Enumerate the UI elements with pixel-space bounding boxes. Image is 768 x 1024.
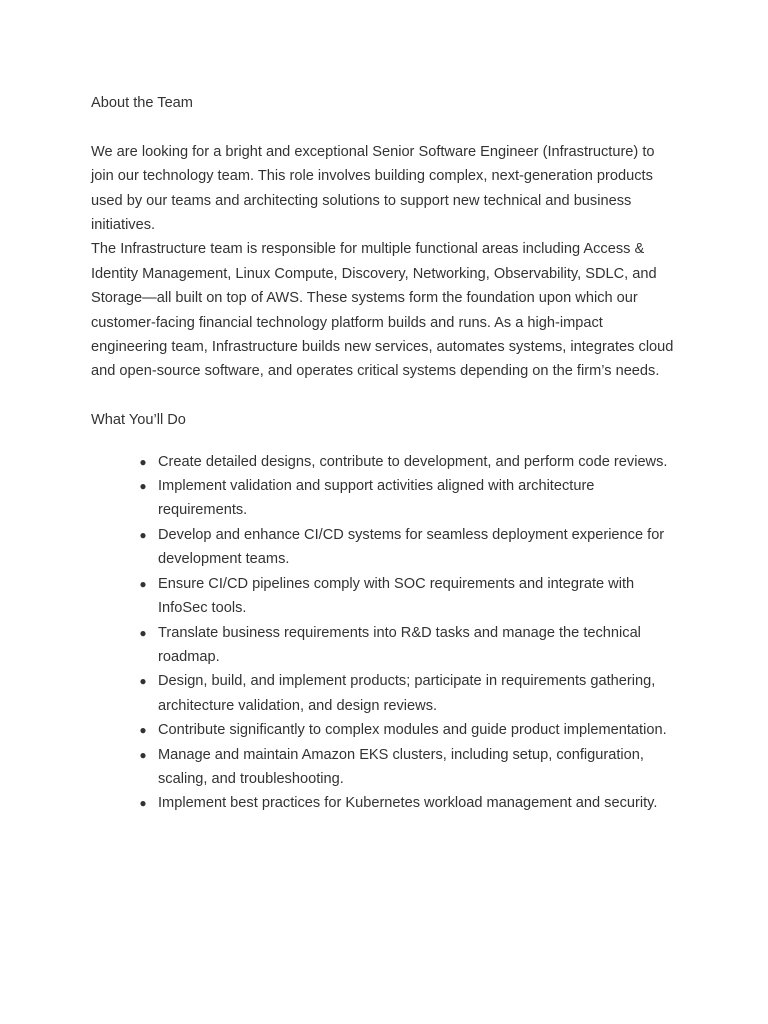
bullet-icon: ● — [139, 454, 147, 469]
list-item — [91, 450, 681, 474]
bullet-icon: ● — [139, 625, 147, 640]
list-item-text: Translate business requirements into R&D tasks and manage the technical roadmap. — [158, 624, 641, 665]
document-page — [91, 91, 681, 816]
list-item-text: Manage and maintain Amazon EKS clusters, including setup, configuration, scaling, and troubleshooting. — [158, 746, 644, 787]
list-item — [91, 669, 681, 718]
bullet-icon: ● — [139, 796, 147, 811]
list-item-text: Contribute significantly to complex modules and guide product implementation. — [158, 722, 667, 739]
list-item-text: Design, build, and implement products; participate in requirements gathering, architecture validation, and design reviews. — [158, 673, 656, 714]
list-item — [91, 523, 681, 572]
list-item — [91, 474, 681, 523]
bullet-icon: ● — [139, 479, 147, 494]
section-heading-about-team: About the Team — [91, 95, 193, 111]
list-item-text: Create detailed designs, contribute to development, and perform code reviews. — [158, 453, 668, 470]
spacer — [91, 115, 681, 139]
list-item — [91, 572, 681, 621]
section-heading-what-youll-do: What You’ll Do — [91, 412, 186, 429]
list-item — [91, 743, 681, 792]
paragraph-infrastructure-team: The Infrastructure team is responsible for multiple functional areas including Access & Identity Management, Linux Compute, Discovery, Networking, Observability, SDLC, and Storage—all built on top of AWS. These systems form the foundation upon which our customer-facing financial technology platform builds and runs. As a high-impact engineering team, Infrastructure builds new services, automates systems, integrates cloud and open-source software, and operates critical systems depending on the firm’s needs. — [91, 241, 674, 380]
responsibilities-list — [91, 450, 681, 816]
bullet-icon: ● — [139, 674, 147, 689]
paragraph-role-intro: We are looking for a bright and exceptional Senior Software Engineer (Infrastructure) to join our technology team. This role involves building complex, next-generation products used by our teams and architecting solutions to support new technical and business initiatives. — [91, 143, 655, 234]
bullet-icon: ● — [139, 527, 147, 542]
list-item-text: Develop and enhance CI/CD systems for seamless deployment experience for development teams. — [158, 526, 665, 568]
bullet-icon: ● — [139, 576, 147, 591]
list-item — [91, 718, 681, 742]
bullet-icon: ● — [139, 747, 147, 762]
list-item-text: Implement validation and support activities aligned with architecture requirements. — [158, 478, 595, 519]
list-item — [91, 791, 681, 815]
list-item — [91, 621, 681, 670]
bullet-icon: ● — [139, 723, 147, 738]
spacer — [91, 384, 681, 408]
list-item-text: Implement best practices for Kubernetes workload management and security. — [158, 795, 658, 812]
list-item-text: Ensure CI/CD pipelines comply with SOC requirements and integrate with InfoSec tools. — [158, 575, 635, 617]
